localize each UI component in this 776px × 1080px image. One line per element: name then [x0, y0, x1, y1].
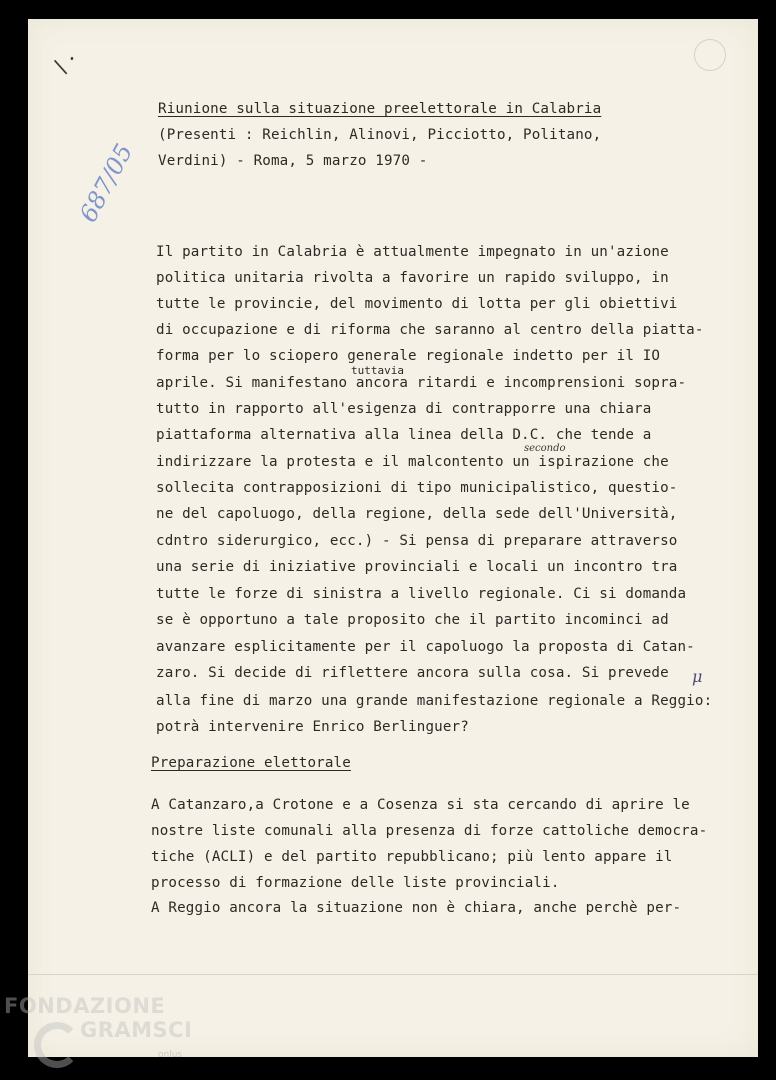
body-line: aprile. Si manifestano ancora ritardi e incomprensioni sopra-: [156, 375, 687, 391]
body-line: nostre liste comunali alla presenza di forze cattoliche democra-: [151, 823, 708, 839]
interlinear-typed-insert: tuttavia: [351, 364, 404, 377]
body-line: potrà intervenire Enrico Berlinguer?: [156, 719, 469, 735]
watermark-logo-icon: [34, 1022, 80, 1068]
body-line: ne del capoluogo, della regione, della sede dell'Università,: [156, 506, 678, 522]
body-line: di occupazione e di riforma che saranno al centro della piatta-: [156, 322, 704, 338]
body-line: processo di formazione delle liste provinciali.: [151, 875, 560, 891]
page-tick-mark: \ ·: [50, 47, 83, 80]
body-line: alla fine di marzo una grande manifestazione regionale a Reggio:: [156, 693, 713, 709]
fondazione-gramsci-watermark: [4, 992, 204, 1076]
body-line: Il partito in Calabria è attualmente impegnato in un'azione: [156, 244, 669, 260]
faint-stamp: [694, 39, 726, 71]
interlinear-handwritten-insert: secondo: [524, 443, 566, 454]
body-line: sollecita contrapposizioni di tipo municipalistico, questio-: [156, 480, 678, 496]
body-line: zaro. Si decide di riflettere ancora sulla cosa. Si prevede: [156, 665, 669, 681]
header-line-1: (Presenti : Reichlin, Alinovi, Picciotto, Politano,: [158, 127, 602, 143]
watermark-line-3: onlus: [158, 1050, 183, 1060]
header-line-2: Verdini) - Roma, 5 marzo 1970 -: [158, 153, 428, 169]
document-title: Riunione sulla situazione preelettorale in Calabria: [158, 101, 602, 117]
body-line: una serie di iniziative provinciali e locali un incontro tra: [156, 559, 678, 575]
body-line: avanzare esplicitamente per il capoluogo la proposta di Catan-: [156, 639, 695, 655]
body-line: cdntro siderurgico, ecc.) - Si pensa di preparare attraverso: [156, 533, 678, 549]
section-heading: Preparazione elettorale: [151, 755, 351, 771]
body-line: se è opportuno a tale proposito che il partito incominci ad: [156, 612, 669, 628]
body-line: politica unitaria rivolta a favorire un rapido sviluppo, in: [156, 270, 669, 286]
body-line: A Reggio ancora la situazione non è chiara, anche perchè per-: [151, 900, 682, 916]
document-page: [28, 19, 758, 1057]
fold-line: [28, 974, 758, 975]
body-line: indirizzare la protesta e il malcontento un ispirazione che: [156, 454, 669, 470]
body-line: tiche (ACLI) e del partito repubblicano; più lento appare il: [151, 849, 673, 865]
body-line: tutte le provincie, del movimento di lotta per gli obiettivi: [156, 296, 678, 312]
archive-number: 687/05: [74, 139, 139, 227]
body-line: A Catanzaro,a Crotone e a Cosenza si sta cercando di aprire le: [151, 797, 690, 813]
body-line: tutte le forze di sinistra a livello regionale. Ci si domanda: [156, 586, 687, 602]
body-line: tutto in rapporto all'esigenza di contrapporre una chiara: [156, 401, 652, 417]
watermark-line-2: GRAMSCI: [80, 1018, 193, 1042]
margin-mu-mark: μ: [692, 667, 703, 686]
body-line: piattaforma alternativa alla linea della D.C. che tende a: [156, 427, 652, 443]
body-line: forma per lo sciopero generale regionale indetto per il IO: [156, 348, 661, 364]
watermark-line-1: FONDAZIONE: [4, 994, 166, 1018]
